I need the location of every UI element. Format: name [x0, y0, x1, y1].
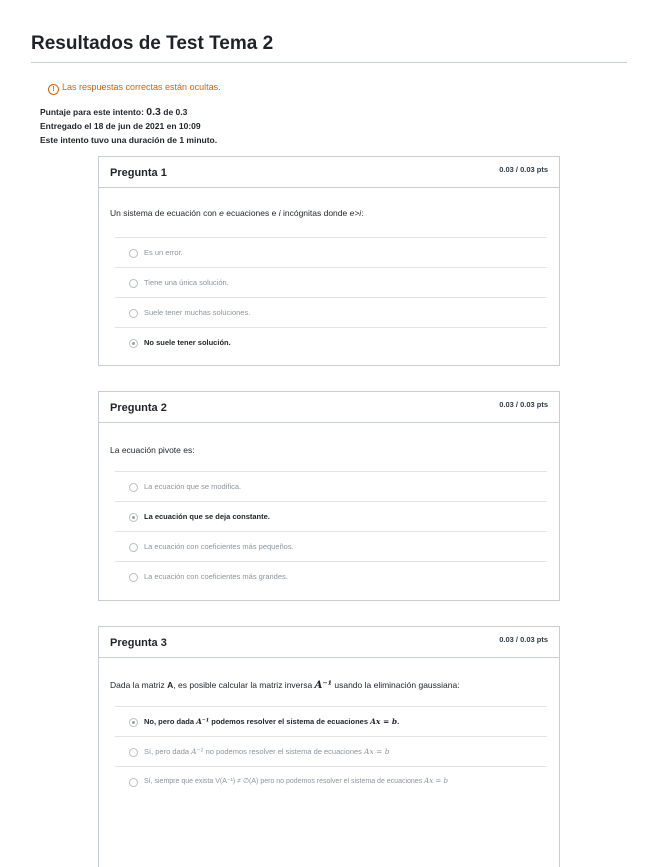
radio-button[interactable] [129, 778, 138, 787]
radio-button[interactable] [129, 543, 138, 552]
radio-button[interactable] [129, 573, 138, 582]
answer-option[interactable]: Suele tener muchas soluciones. [115, 297, 547, 327]
question-card-1 [98, 156, 560, 366]
question-points: 0.03 / 0.03 pts [499, 635, 548, 644]
answer-option-selected[interactable]: La ecuación que se deja constante. [115, 501, 547, 531]
answer-list [115, 237, 547, 357]
score-line [40, 105, 217, 119]
radio-button[interactable] [129, 339, 138, 348]
radio-button[interactable] [129, 718, 138, 727]
warning-icon: ! [48, 84, 59, 95]
question-points: 0.03 / 0.03 pts [499, 165, 548, 174]
page-title: Resultados de Test Tema 2 [31, 33, 274, 54]
question-card-3 [98, 626, 560, 867]
radio-button[interactable] [129, 279, 138, 288]
question-title: Pregunta 2 [110, 402, 167, 414]
answer-option[interactable]: Sí, siempre que exista V(A⁻¹) ≠ ∅(A) pero no podemos resolver el sistema de ecuaciones Ax = b [115, 766, 547, 796]
attempt-duration: Este intento tuvo una duración de 1 minuto. [40, 135, 218, 145]
answer-option[interactable]: La ecuación con coeficientes más pequeños. [115, 531, 547, 561]
question-text: Dada la matriz A, es posible calcular la matriz inversa A⁻¹ usando la eliminación gaussiana: [110, 680, 460, 691]
score-total: de 0.3 [160, 107, 188, 117]
question-title: Pregunta 3 [110, 637, 167, 649]
title-divider [31, 62, 627, 63]
answer-option[interactable]: Es un error. [115, 237, 547, 267]
answer-option-selected[interactable]: No suele tener solución. [115, 327, 547, 357]
answer-list [115, 706, 547, 796]
question-title: Pregunta 1 [110, 167, 167, 179]
score-label: Puntaje para este intento: [40, 107, 147, 117]
radio-button[interactable] [129, 483, 138, 492]
question-text: La ecuación pivote es: [110, 445, 195, 455]
score-value: 0.3 [146, 106, 161, 118]
radio-button[interactable] [129, 249, 138, 258]
radio-button[interactable] [129, 309, 138, 318]
radio-button[interactable] [129, 748, 138, 757]
question-header [99, 157, 559, 188]
question-card-2 [98, 391, 560, 601]
radio-button[interactable] [129, 513, 138, 522]
question-text: Un sistema de ecuación con e ecuaciones e i incógnitas donde e>i: [110, 208, 364, 218]
answer-list [115, 471, 547, 591]
hidden-answers-notice [48, 82, 221, 95]
notice-text: Las respuestas correctas están ocultas. [62, 82, 221, 92]
question-header [99, 392, 559, 423]
answer-option[interactable]: La ecuación con coeficientes más grandes. [115, 561, 547, 591]
submitted-date: Entregado el 18 de jun de 2021 en 10:09 [40, 121, 201, 131]
answer-option[interactable]: Sí, pero dada A⁻¹ no podemos resolver el sistema de ecuaciones Ax = b [115, 736, 547, 766]
question-header [99, 627, 559, 658]
attempt-summary [40, 105, 217, 147]
answer-option[interactable]: La ecuación que se modifica. [115, 471, 547, 501]
answer-option-selected[interactable]: No, pero dada A⁻¹ podemos resolver el sistema de ecuaciones Ax = b. [115, 706, 547, 736]
question-points: 0.03 / 0.03 pts [499, 400, 548, 409]
answer-option[interactable]: Tiene una única solución. [115, 267, 547, 297]
